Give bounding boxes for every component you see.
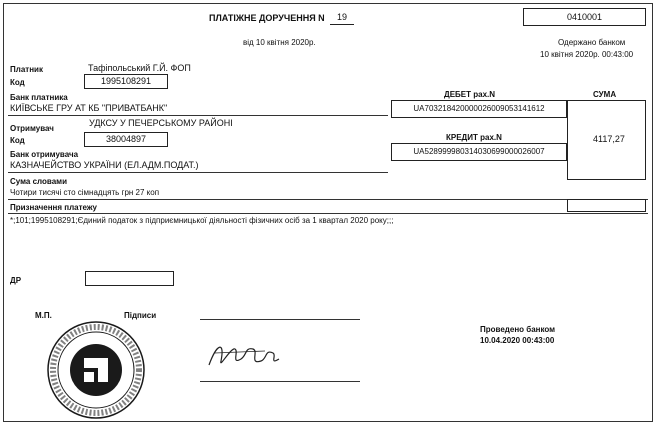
credit-label: КРЕДИТ рах.N [446,133,502,142]
recipient-name: УДКСУ У ПЕЧЕРСЬКОМУ РАЙОНІ [89,118,233,128]
amount-words-value: Чотири тисячі сто сімнадцять грн 27 коп [10,188,160,197]
sum-value: 4117,27 [593,134,625,144]
mp-label: М.П. [35,311,52,320]
processed-label: Проведено банком [480,325,556,334]
form-code-box: 0410001 [523,8,646,26]
recipient-bank-underline [8,172,388,173]
signatures-label: Підписи [124,311,157,320]
received-datetime: 10 квітня 2020р. 00:43:00 [540,50,634,59]
purpose-value: *;101;1995108291;Єдиний податок з підприємницької діяльності фізичних осіб за 1 квартал 2020 року;;; [10,216,394,225]
payer-name: Тафіпольський Г.Й. ФОП [88,63,191,73]
debit-label: ДЕБЕТ рах.N [444,90,496,99]
sum-label: СУМА [593,90,617,99]
payer-code-box: 1995108291 [84,74,168,89]
recipient-bank-label: Банк отримувача [10,150,79,159]
document-number: 19 [330,11,354,25]
debit-account-box: UA703218420000026009053141612 [391,100,567,118]
purpose-extra-box [567,199,646,212]
processed-datetime: 10.04.2020 00:43:00 [480,336,555,345]
recipient-code-box: 38004897 [84,132,168,147]
payer-bank: КИЇВСЬКЕ ГРУ АТ КБ "ПРИВАТБАНК" [10,103,168,113]
amount-words-underline [8,199,648,200]
handwritten-signature [205,335,285,375]
bank-stamp-seal [46,320,146,420]
document-title: ПЛАТІЖНЕ ДОРУЧЕННЯ N [209,13,325,23]
payer-bank-label: Банк платника [10,93,68,102]
purpose-top-line [8,213,648,214]
document-date: від 10 квітня 2020р. [243,38,316,47]
recipient-label: Отримувач [10,124,54,133]
payer-bank-underline [8,115,388,116]
signature-line-1 [200,319,360,320]
payer-label: Платник [10,65,43,74]
purpose-label: Призначення платежу [10,203,98,212]
signature-line-2 [200,381,360,382]
received-label: Одержано банком [558,38,626,47]
dr-label: ДР [10,276,22,285]
dr-box [85,271,174,286]
amount-words-label: Сума словами [10,177,68,186]
credit-account-box: UA528999980314030699000026007 [391,143,567,161]
recipient-code-label: Код [10,136,25,145]
recipient-bank: КАЗНАЧЕЙСТВО УКРАЇНИ (ЕЛ.АДМ.ПОДАТ.) [10,160,199,170]
payer-code-label: Код [10,78,25,87]
